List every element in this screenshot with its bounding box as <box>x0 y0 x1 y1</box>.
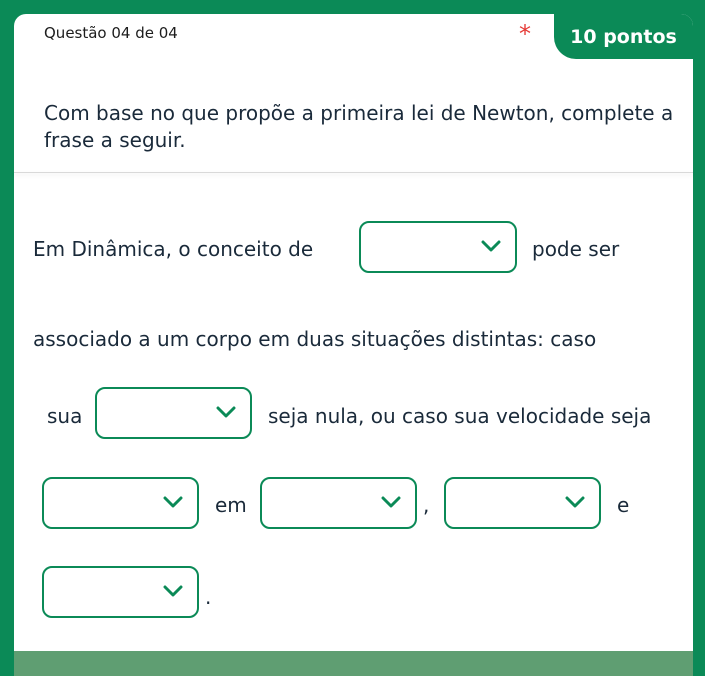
blank-dropdown-3[interactable] <box>42 477 199 529</box>
required-asterisk: * <box>519 20 531 48</box>
chevron-down-icon <box>381 495 401 509</box>
header-divider <box>14 172 693 173</box>
sentence-part-9: . <box>205 585 212 609</box>
sentence-part-2: pode ser <box>532 237 620 261</box>
chevron-down-icon <box>163 584 183 598</box>
chevron-down-icon <box>565 495 585 509</box>
blank-dropdown-1[interactable] <box>359 221 517 273</box>
question-statement: Com base no que propõe a primeira lei de Newton, complete a frase a seguir. <box>44 101 674 152</box>
blank-dropdown-4[interactable] <box>260 477 417 529</box>
blank-dropdown-6[interactable] <box>42 566 199 618</box>
blank-dropdown-5[interactable] <box>444 477 601 529</box>
sentence-part-3: associado a um corpo em duas situações distintas: caso <box>33 327 597 351</box>
chevron-down-icon <box>481 239 501 253</box>
footer-bar <box>14 651 693 676</box>
sentence-part-8: e <box>617 493 630 517</box>
chevron-down-icon <box>163 495 183 509</box>
sentence-part-7: , <box>423 493 430 517</box>
sentence-part-4: sua <box>47 404 83 428</box>
sentence-part-5: seja nula, ou caso sua velocidade seja <box>268 404 652 428</box>
chevron-down-icon <box>216 405 236 419</box>
sentence-part-1: Em Dinâmica, o conceito de <box>33 237 314 261</box>
question-header <box>14 14 693 189</box>
sentence-part-6: em <box>215 493 247 517</box>
points-badge: 10 pontos <box>554 14 693 59</box>
question-number: Questão 04 de 04 <box>44 24 178 42</box>
blank-dropdown-2[interactable] <box>95 387 252 439</box>
